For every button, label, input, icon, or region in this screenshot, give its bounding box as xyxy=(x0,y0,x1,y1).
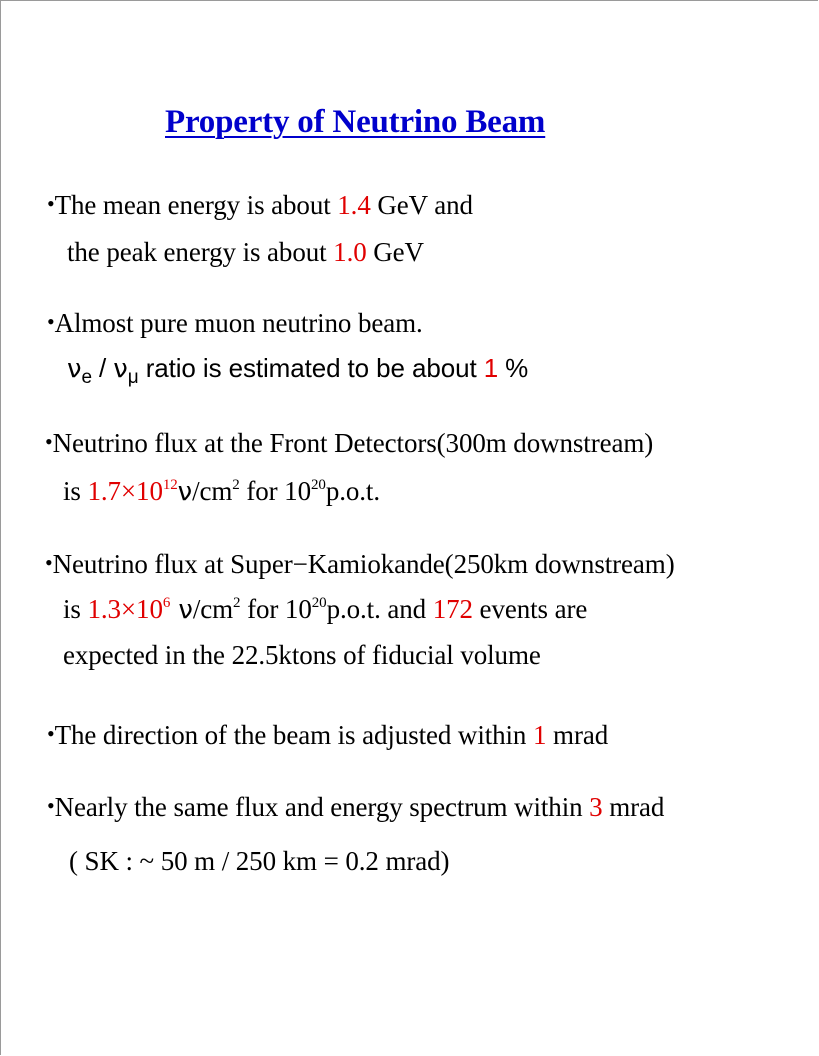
bullet-icon: • xyxy=(45,429,53,454)
bullet-icon: • xyxy=(45,550,53,575)
sk-flux-value-line: is $1.3\times 10^6$ $\nu/cm^2$ for $10^{20}p.o.t$. and 172 events are xyxy=(63,594,588,625)
bullet-icon: • xyxy=(47,309,55,334)
bullet-super-kamiokande-flux: •Neutrino flux at Super−Kamiokande(250km downstream) xyxy=(45,549,675,579)
bullet-flux-spectrum: •Nearly the same flux and energy spectrum within 3 mrad xyxy=(47,792,665,822)
ratio-line: $\nu_e / \nu_\mu$ ratio is estimated to be about 1 % xyxy=(67,353,529,388)
front-flux-value: $1.7\times 10^{12}$ xyxy=(87,476,178,506)
nu-e-symbol: ν xyxy=(67,354,82,384)
bullet-mean-energy: •The mean energy is about 1.4 GeV and xyxy=(47,190,473,220)
direction-value: 1 xyxy=(533,720,547,750)
peak-energy-line: the peak energy is about 1.0 GeV xyxy=(67,237,424,267)
bullet-pure-muon-beam: •Almost pure muon neutrino beam. xyxy=(47,308,423,338)
bullet-front-detector-flux: •Neutrino flux at the Front Detectors(300m downstream) xyxy=(45,428,654,458)
bullet-icon: • xyxy=(47,793,55,818)
bullet-beam-direction: •The direction of the beam is adjusted within 1 mrad xyxy=(47,720,609,750)
mean-energy-value: 1.4 xyxy=(337,190,371,220)
bullet-icon: • xyxy=(47,191,55,216)
spectrum-value: 3 xyxy=(589,792,603,822)
events-value: 172 xyxy=(432,594,473,624)
nu-symbol: ν xyxy=(177,477,193,507)
sk-flux-value: $1.3\times 10^6$ xyxy=(87,594,171,624)
fiducial-volume-line: expected in the 22.5ktons of fiducial volume xyxy=(63,640,541,670)
ratio-value: 1 xyxy=(483,353,499,383)
sk-angle-note: ( SK : ~ 50 m / 250 km = 0.2 mrad) xyxy=(69,846,450,876)
nu-symbol: ν xyxy=(170,595,193,625)
peak-energy-value: 1.0 xyxy=(333,237,367,267)
nu-mu-symbol: ν xyxy=(113,354,128,384)
slide-title: Property of Neutrino Beam xyxy=(165,104,546,140)
front-flux-value-line: is $1.7\times 10^{12}\nu/cm^2$ for $10^{20}p.o.t$. xyxy=(63,476,380,507)
bullet-icon: • xyxy=(47,721,55,746)
